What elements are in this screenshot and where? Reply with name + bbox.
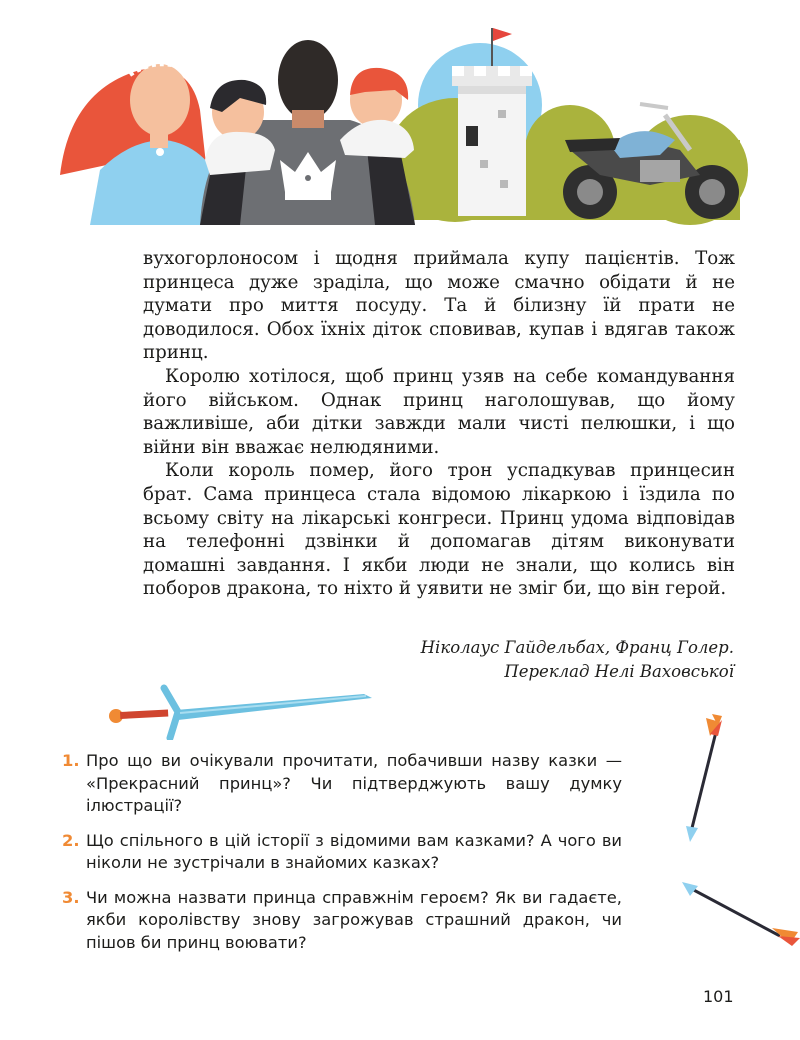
sword-icon bbox=[100, 680, 380, 740]
translator: Переклад Нелі Ваховської bbox=[504, 662, 734, 681]
arrows-decoration bbox=[660, 700, 800, 960]
question-text: Що спільного в цій історії з відомими вам казками? А чого ви ніколи не зустрічали в знайомих казках? bbox=[86, 830, 622, 872]
story-paragraph: вухогорлоносом і щодня приймала купу пацієнтів. Тож принцеса дуже зраділа, що може смачно обідати й не думати про миття посуду. Та й білизну їй прати не доводилося. Обох їхніх діток сповивав, купав і вдягав також принц. bbox=[143, 248, 735, 364]
question-item bbox=[62, 830, 622, 875]
question-item bbox=[62, 887, 622, 955]
page-number: 101 bbox=[703, 987, 734, 1006]
questions-list bbox=[62, 750, 622, 966]
story-paragraph: Коли король помер, його трон успадкував принцесин брат. Сама принцеса стала відомою лікаркою і їздила по всьому світу на лікарські конгреси. Принц удома відповідав на телефонні дзвінки й допомагав дітям виконувати домашні завдання. І якби люди не знали, що колись він поборов дракона, то ніхто й уявити не зміг би, що він герой. bbox=[143, 460, 735, 600]
header-illustration bbox=[0, 0, 800, 225]
story-text bbox=[143, 247, 735, 601]
question-text: Про що ви очікували прочитати, побачивши назву казки — «Прекрасний принц»? Чи підтверджують вашу думку ілюстрації? bbox=[86, 751, 622, 815]
story-paragraph: Королю хотілося, щоб принц узяв на себе командування його військом. Однак принц наголошував, що йому важливіше, аби дітки завжди мали чисті пелюшки, і що війни він вважає нелюдяними. bbox=[143, 365, 735, 458]
arrow-icon bbox=[682, 882, 800, 946]
authors: Ніколаус Гайдельбах, Франц Голер. bbox=[420, 638, 734, 657]
question-number: 2. bbox=[62, 830, 80, 850]
question-item bbox=[62, 750, 622, 818]
question-number: 1. bbox=[62, 751, 80, 770]
question-number: 3. bbox=[62, 887, 80, 907]
attribution bbox=[421, 636, 734, 684]
question-text: Чи можна назвати принца справжнім героєм? Як ви гадаєте, якби королівству знову загрожував страшний дракон, чи пішов би принц воювати? bbox=[86, 887, 622, 952]
arrow-icon bbox=[686, 714, 722, 842]
child-right-icon bbox=[340, 68, 414, 158]
